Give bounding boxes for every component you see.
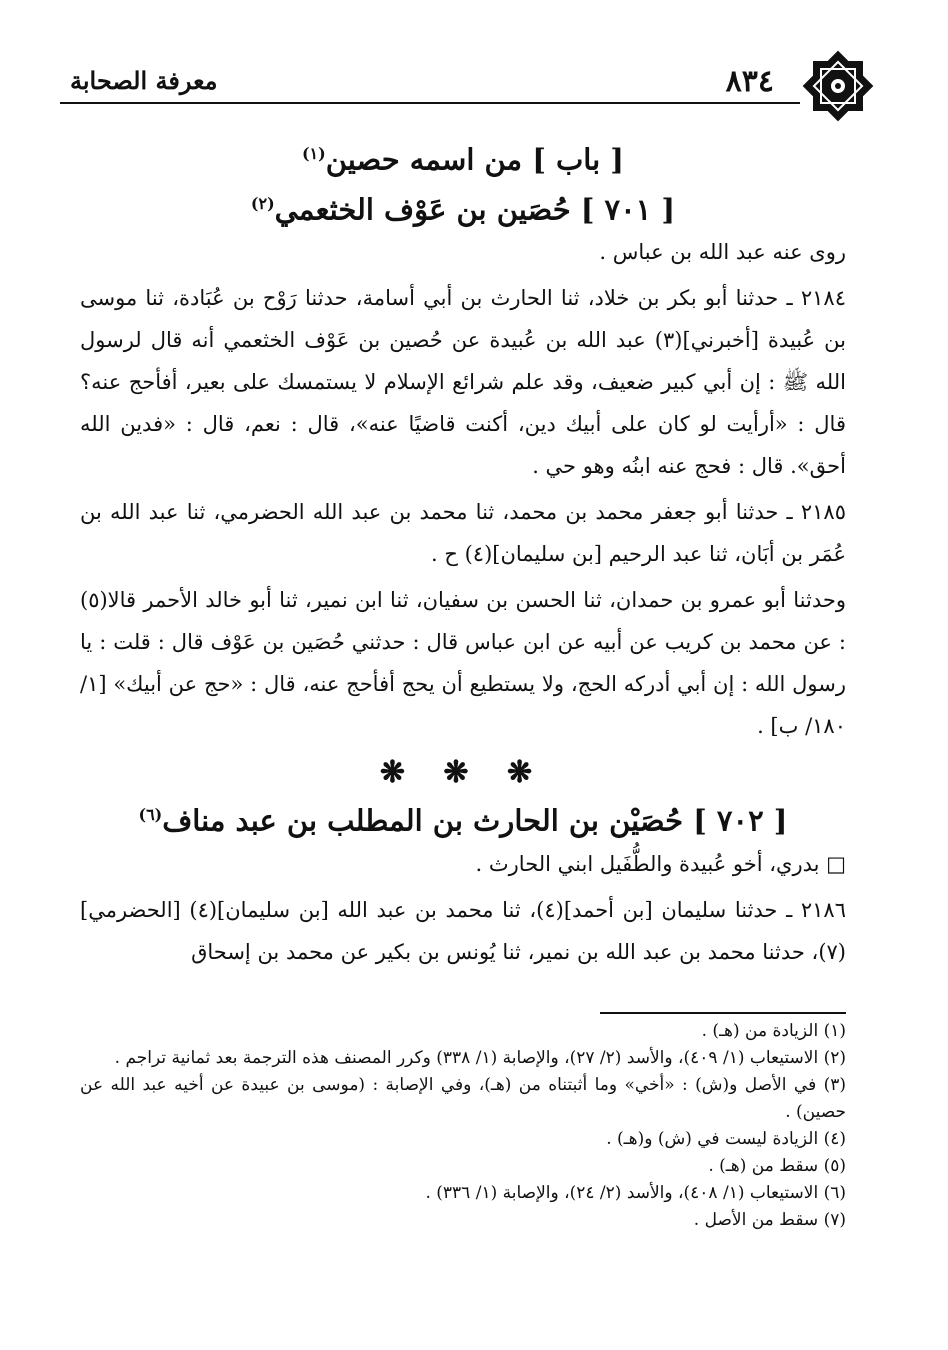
footnote: (٢) الاستيعاب (١/ ٤٠٩)، والأسد (٢/ ٢٧)، والإصابة (١/ ٣٣٨) وكرر المصنف هذه الترجمة بعد ثمانية تراجم . — [114, 1048, 846, 1068]
footnote-ref: (٢) — [250, 193, 275, 213]
entry-702-heading: [ ٧٠٢ ] حُصَيْن بن الحارث بن المطلب بن عبد مناف$^{(٦)}$ — [138, 803, 788, 838]
footnote: (٤) الزيادة ليست في (ش) و(هـ) . — [606, 1129, 846, 1149]
hadith-2185-chain: وحدثنا أبو عمرو بن حمدان، ثنا الحسن بن سفيان، ثنا ابن نمير، ثنا أبو خالد الأحمر قالا(٥) : عن محمد بن كريب عن أبيه عن ابن عباس قال : حدثني حُصَين بن عَوْف قال : قلت : يا رسول الله : إن أبي أدركه الحج، ولا يستطيع أن يحج أفأحج عنه، قال : «حج عن أبيك» [١/ ١٨٠/ ب] . — [80, 588, 846, 739]
hadith-2185: ٢١٨٥ ـ حدثنا أبو جعفر محمد بن محمد، ثنا محمد بن عبد الله الحضرمي، ثنا عبد الله بن عُمَر بن أبَان، ثنا عبد الرحيم [بن سليمان](٤) ح . — [80, 500, 846, 567]
footnote: (١) الزيادة من (هـ) . — [701, 1021, 846, 1041]
footnote-rule — [600, 1012, 846, 1014]
paragraph: □ بدري، أخو عُبيدة والطُّفَيل ابني الحارث . — [475, 851, 846, 876]
page-number: ٨٣٤ — [725, 64, 774, 99]
footnote: (٥) سقط من (هـ) . — [708, 1156, 846, 1176]
page-header — [60, 48, 870, 118]
running-title: معرفة الصحابة — [70, 66, 218, 95]
header-rule — [60, 102, 800, 104]
footnotes — [80, 1018, 846, 1234]
section-heading: [ باب ] من اسمه حصين$^{(١)}$ — [301, 142, 625, 177]
paragraph: روى عنه عبد الله بن عباس . — [599, 240, 846, 265]
entry-701-heading: [ ٧٠١ ] حُصَين بن عَوْف الخثعمي$^{(٢)}$ — [250, 192, 676, 227]
ornament-icon — [800, 48, 876, 124]
footnote: (٧) سقط من الأصل . — [693, 1210, 846, 1230]
footnote: (٣) في الأصل و(ش) : «أخي» وما أثبتناه من (هـ)، وفي الإصابة : (موسى بن عبيدة عن أخيه عبد الله عن حصين) . — [80, 1075, 846, 1122]
footnote: (٦) الاستيعاب (١/ ٤٠٨)، والأسد (٢/ ٢٤)، والإصابة (١/ ٣٣٦) . — [425, 1183, 846, 1203]
footnote-ref: (٦) — [138, 805, 163, 825]
main-text — [80, 132, 846, 977]
hadith-2186: ٢١٨٦ ـ حدثنا سليمان [بن أحمد](٤)، ثنا محمد بن عبد الله [بن سليمان](٤) [الحضرمي](٧)، حدثنا محمد بن عبد الله بن نمير، ثنا يُونس بن بكير عن محمد بن إسحاق — [80, 897, 846, 964]
section-separator: ❋ ❋ ❋ — [379, 755, 547, 791]
hadith-2184: ٢١٨٤ ـ حدثنا أبو بكر بن خلاد، ثنا الحارث بن أبي أسامة، حدثنا رَوْح بن عُبَادة، ثنا موسى بن عُبيدة [أخبرني](٣) عبد الله بن عُبيدة عن حُصين بن عَوْف الخثعمي أنه قال لرسول الله ﷺ : إن أبي كبير ضعيف، وقد علم شرائع الإسلام لا يستمسك على بعير، أفأحج عنه؟ قال : «أرأيت لو كان على أبيك دين، أكنت قاضيًا عنه»، قال : نعم، قال : «فدين الله أحق». قال : فحج عنه ابنُه وهو حي . — [80, 286, 847, 479]
footnote-ref: (١) — [301, 144, 326, 163]
